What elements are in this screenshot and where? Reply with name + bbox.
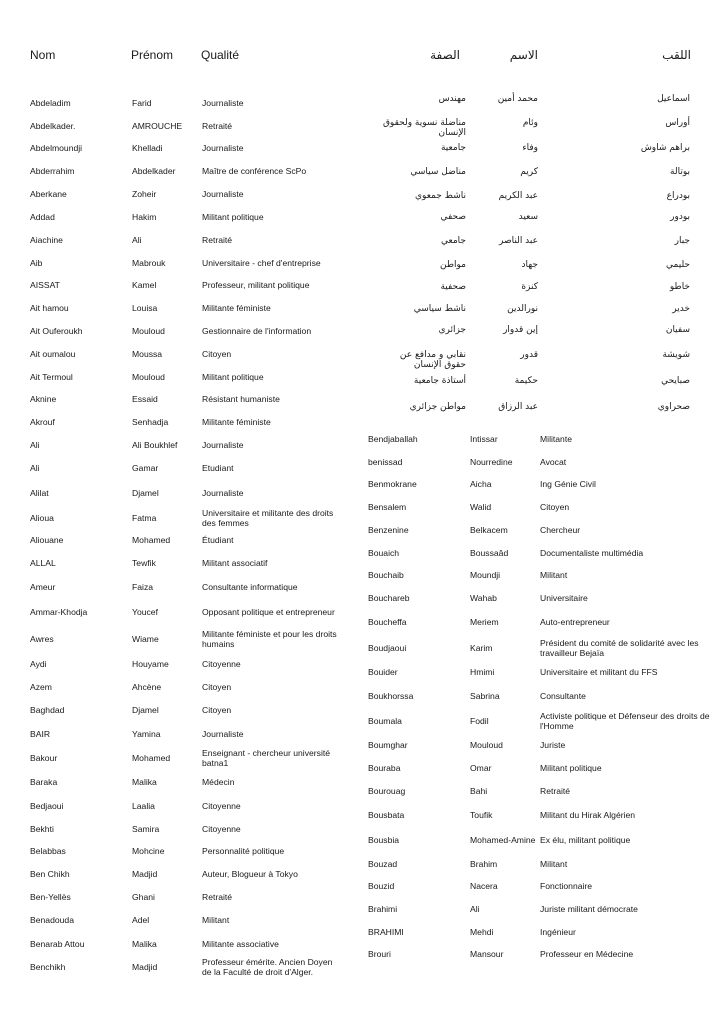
quality-cell: Retraité xyxy=(202,234,233,245)
table-row xyxy=(368,802,718,827)
quality-cell: Maître de conférence ScPo xyxy=(202,165,307,176)
ar-laqab-cell: خاطو xyxy=(669,282,690,292)
ar-sifa-cell: جامعية xyxy=(440,143,466,153)
quality-cell: Résistant humaniste xyxy=(202,394,280,404)
table-row xyxy=(368,609,718,635)
firstname-cell: Samira xyxy=(132,823,160,834)
surname-cell: Benzenine xyxy=(368,524,409,535)
firstname-cell: Karim xyxy=(470,642,493,653)
quality-cell: Militant xyxy=(540,858,568,869)
surname-cell: Benmokrane xyxy=(368,479,417,489)
table-row xyxy=(30,956,342,978)
table-row xyxy=(30,92,342,114)
firstname-cell: Zoheir xyxy=(132,188,157,199)
quality-cell: Militant politique xyxy=(540,762,602,773)
header-ar-laqab: اللقب xyxy=(662,48,691,62)
ar-ism-cell: نورالدين xyxy=(507,304,538,314)
quality-cell: Journaliste xyxy=(202,487,244,498)
surname-cell: Bouider xyxy=(368,666,398,677)
surname-cell: Bouzid xyxy=(368,881,395,891)
ar-laqab-cell: جبار xyxy=(674,236,690,246)
firstname-cell: Bahi xyxy=(470,785,488,796)
table-row xyxy=(30,931,342,956)
surname-cell: AISSAT xyxy=(30,280,60,290)
surname-cell: Benadouda xyxy=(30,914,74,925)
ar-sifa-cell: صحفي xyxy=(440,212,466,222)
surname-cell: Bourouag xyxy=(368,785,406,796)
quality-cell: Citoyen xyxy=(540,501,570,512)
table-row xyxy=(368,897,718,920)
firstname-cell: Tewfik xyxy=(132,557,156,568)
firstname-cell: Intissar xyxy=(470,433,498,444)
ar-laqab-cell: بوتالة xyxy=(670,167,690,177)
ar-laqab-cell: شويشة xyxy=(662,350,690,360)
quality-cell: Gestionnaire de l'information xyxy=(202,325,312,336)
quality-cell: Militante associative xyxy=(202,938,279,949)
surname-cell: Brouri xyxy=(368,949,391,959)
table-row xyxy=(30,433,342,456)
ar-laqab-cell: براهم شاوش xyxy=(640,143,690,153)
firstname-cell: Fatma xyxy=(132,512,157,523)
firstname-cell: Mohamed xyxy=(132,535,171,545)
ar-ism-cell: عبد الناصر xyxy=(499,236,538,246)
firstname-cell: Ali xyxy=(132,234,142,245)
firstname-cell: Louisa xyxy=(132,302,158,313)
table-row xyxy=(30,251,342,274)
table-row xyxy=(368,920,718,943)
ar-laqab-cell: خدير xyxy=(672,304,690,314)
table-row xyxy=(368,733,718,756)
surname-cell: Alioua xyxy=(30,512,54,523)
surname-cell: Boumghar xyxy=(368,739,408,750)
surname-cell: Boumala xyxy=(368,715,402,726)
surname-cell: Aydi xyxy=(30,658,47,669)
firstname-cell: Djamel xyxy=(132,704,159,715)
quality-cell: Militant xyxy=(540,570,568,580)
surname-cell: Abdelmoundji xyxy=(30,143,83,153)
ar-sifa-cell: مهندس xyxy=(438,94,466,104)
firstname-cell: Khelladi xyxy=(132,143,163,153)
firstname-cell: Mabrouk xyxy=(132,257,166,268)
table-row xyxy=(30,506,342,529)
firstname-cell: Adel xyxy=(132,914,150,925)
ar-ism-cell: إين قدوار xyxy=(503,325,538,335)
quality-cell: Juriste militant démocrate xyxy=(540,903,638,914)
quality-cell: Enseignant - chercheur université batna1 xyxy=(202,748,331,768)
firstname-cell: Abdelkader xyxy=(132,165,176,176)
firstname-cell: Belkacem xyxy=(470,524,508,535)
quality-cell: Journaliste xyxy=(202,188,244,199)
table-row xyxy=(30,456,342,479)
surname-cell: Boukhorssa xyxy=(368,690,414,701)
table-row xyxy=(30,388,342,410)
surname-cell: Ammar-Khodja xyxy=(30,607,88,617)
table-row xyxy=(368,564,718,586)
firstname-cell: Boussaâd xyxy=(470,547,509,558)
quality-cell: Militante féministe et pour les droits humains xyxy=(202,628,337,649)
surname-cell: Awres xyxy=(30,633,54,644)
surname-cell: Abdeladim xyxy=(30,98,71,108)
table-row xyxy=(30,114,342,137)
quality-cell: Etudiant xyxy=(202,462,234,473)
firstname-cell: Ahcène xyxy=(132,681,162,692)
firstname-cell: Mehdi xyxy=(470,926,494,937)
header-nom: Nom xyxy=(30,48,56,62)
surname-cell: Ali xyxy=(30,439,40,450)
surname-cell: Bedjaoui xyxy=(30,800,64,811)
table-row xyxy=(368,779,718,802)
quality-cell: Retraité xyxy=(540,785,571,796)
ar-sifa-cell: مناضل سياسي xyxy=(410,167,466,177)
table-row xyxy=(30,479,342,506)
quality-cell: Militant politique xyxy=(202,211,264,222)
ar-ism-cell: قدور xyxy=(520,350,538,360)
quality-cell: Activiste politique et Défenseur des droits de l'Homme xyxy=(540,710,710,731)
table-row xyxy=(368,708,718,733)
quality-cell: Professeur, militant politique xyxy=(202,280,310,290)
table-row xyxy=(30,908,342,931)
firstname-cell: Aicha xyxy=(470,479,492,489)
surname-cell: BRAHIMI xyxy=(368,926,404,937)
quality-cell: Militant politique xyxy=(202,371,264,382)
table-row xyxy=(30,721,342,746)
firstname-cell: Moundji xyxy=(470,570,501,580)
table-row xyxy=(368,635,718,660)
table-row xyxy=(30,675,342,698)
table-row xyxy=(30,296,342,319)
table-row xyxy=(368,473,718,495)
surname-cell: Ait Ouferoukh xyxy=(30,325,83,336)
quality-cell: Citoyenne xyxy=(202,800,241,811)
ar-sifa-cell: صحفية xyxy=(440,282,466,292)
firstname-cell: Wahab xyxy=(470,592,497,603)
quality-cell: Personnalité politique xyxy=(202,846,285,856)
quality-cell: Citoyen xyxy=(202,704,232,715)
ar-laqab-cell: حليمي xyxy=(666,260,690,270)
quality-cell: Fonctionnaire xyxy=(540,881,593,891)
firstname-cell: Hmimi xyxy=(470,666,495,677)
ar-laqab-cell: سفيان xyxy=(665,325,690,335)
quality-cell: Professeur en Médecine xyxy=(540,949,634,959)
quality-cell: Militant associatif xyxy=(202,557,268,568)
quality-cell: Avocat xyxy=(540,456,567,467)
surname-cell: Bouraba xyxy=(368,762,401,773)
quality-cell: Consultante informatique xyxy=(202,581,298,592)
firstname-cell: Madjid xyxy=(132,962,158,972)
surname-cell: Ali xyxy=(30,462,40,473)
ar-ism-cell: جهاد xyxy=(521,260,538,270)
ar-ism-cell: كنزة xyxy=(521,282,538,292)
ar-sifa-cell: جزائري xyxy=(438,325,466,335)
ar-laqab-cell: اسماعيل xyxy=(657,94,690,104)
firstname-cell: Walid xyxy=(470,501,492,512)
quality-cell: Militant du Hirak Algérien xyxy=(540,809,636,820)
surname-cell: Bouaich xyxy=(368,547,400,558)
firstname-cell: Meriem xyxy=(470,617,499,627)
quality-cell: Citoyenne xyxy=(202,658,241,669)
table-row xyxy=(368,450,718,473)
surname-cell: Addad xyxy=(30,211,55,222)
table-row xyxy=(30,574,342,599)
firstname-cell: Mouloud xyxy=(132,325,165,336)
table-row xyxy=(368,875,718,897)
surname-cell: Bousbata xyxy=(368,809,405,820)
ar-sifa-cell: جامعي xyxy=(441,236,466,246)
quality-cell: Juriste xyxy=(540,739,566,750)
table-row xyxy=(368,852,718,875)
ar-sifa-cell: أستاذة جامعية xyxy=(413,376,466,386)
surname-cell: Benchikh xyxy=(30,962,66,972)
quality-cell: Ing Génie Civil xyxy=(540,479,596,489)
table-row xyxy=(30,182,342,205)
firstname-cell: Ali Boukhlef xyxy=(132,439,178,450)
surname-cell: Aiachine xyxy=(30,234,63,245)
quality-cell: Ex élu, militant politique xyxy=(540,834,631,845)
table-row xyxy=(368,518,718,541)
ar-ism-cell: عبد الرزاق xyxy=(498,402,538,412)
quality-cell: Universitaire xyxy=(540,592,588,603)
firstname-cell: Nourredine xyxy=(470,456,513,467)
quality-cell: Universitaire et militante des droits des femmes xyxy=(202,507,334,528)
ar-laqab-cell: صحراوي xyxy=(657,402,690,412)
firstname-cell: Yamina xyxy=(132,728,161,739)
surname-cell: Bouchaib xyxy=(368,570,404,580)
table-row xyxy=(30,840,342,862)
quality-cell: Journaliste xyxy=(202,439,244,450)
ar-sifa-cell: ناشط سياسي xyxy=(413,304,466,314)
ar-sifa-cell: مناضلة نسوية ولحقوق الإنسان xyxy=(382,118,466,138)
table-row xyxy=(368,427,718,450)
surname-cell: Belabbas xyxy=(30,846,66,856)
surname-cell: Ait oumalou xyxy=(30,348,76,359)
ar-ism-cell: وفاء xyxy=(522,143,538,153)
firstname-cell: Moussa xyxy=(132,348,163,359)
surname-cell: Bendjaballah xyxy=(368,433,418,444)
surname-cell: Baghdad xyxy=(30,704,65,715)
quality-cell: Professeur émérite. Ancien Doyen de la Faculté de droit d'Alger. xyxy=(202,957,333,977)
surname-cell: Aberkane xyxy=(30,188,67,199)
firstname-cell: Brahim xyxy=(470,858,498,869)
ar-sifa-cell: مواطن جزائري xyxy=(409,402,466,412)
table-row xyxy=(30,599,342,625)
surname-cell: Boucheffa xyxy=(368,617,407,627)
quality-cell: Président du comité de solidarité avec les travailleur Bejaïa xyxy=(540,637,699,658)
ar-sifa-cell: مواطن xyxy=(440,260,466,270)
quality-cell: Consultante xyxy=(540,690,586,701)
quality-cell: Militant xyxy=(202,914,230,925)
firstname-cell: Faiza xyxy=(132,581,154,592)
quality-cell: Auto-entrepreneur xyxy=(540,617,610,627)
quality-cell: Universitaire - chef d'entreprise xyxy=(202,257,321,268)
quality-cell: Ingénieur xyxy=(540,926,576,937)
firstname-cell: Wiame xyxy=(132,633,159,644)
quality-cell: Chercheur xyxy=(540,524,581,535)
table-row xyxy=(30,274,342,296)
quality-cell: Retraité xyxy=(202,891,233,902)
table-row xyxy=(30,410,342,433)
firstname-cell: AMROUCHE xyxy=(132,120,183,131)
ar-ism-cell: سعيد xyxy=(518,212,538,222)
quality-cell: Retraité xyxy=(202,120,233,131)
table-row xyxy=(30,625,342,652)
firstname-cell: Mansour xyxy=(470,949,504,959)
firstname-cell: Madjid xyxy=(132,868,158,879)
firstname-cell: Ali xyxy=(470,903,480,914)
table-row xyxy=(30,529,342,551)
surname-cell: Aknine xyxy=(30,394,57,404)
ar-laqab-cell: بودراع xyxy=(666,191,690,201)
table-row xyxy=(30,319,342,342)
surname-cell: BAIR xyxy=(30,728,51,739)
table-row xyxy=(368,756,718,779)
quality-cell: Étudiant xyxy=(202,535,234,545)
table-row xyxy=(30,746,342,770)
firstname-cell: Mohamed-Amine xyxy=(470,834,536,845)
surname-cell: Alilat xyxy=(30,487,49,498)
table-row xyxy=(30,862,342,885)
header-ar-sifa: الصفة xyxy=(430,48,460,62)
surname-cell: Bouchareb xyxy=(368,592,410,603)
firstname-cell: Hakim xyxy=(132,211,157,222)
ar-laqab-cell: بودور xyxy=(670,212,690,222)
surname-cell: Abdelkader. xyxy=(30,120,76,131)
quality-cell: Citoyenne xyxy=(202,823,241,834)
table-row xyxy=(30,770,342,794)
table-row xyxy=(30,698,342,721)
surname-cell: Baraka xyxy=(30,777,58,787)
firstname-cell: Fodil xyxy=(470,715,489,726)
header-qualite: Qualité xyxy=(201,48,240,62)
table-row xyxy=(368,943,718,965)
quality-cell: Militante féministe xyxy=(202,302,271,313)
table-row xyxy=(30,159,342,182)
surname-cell: Boudjaoui xyxy=(368,642,407,653)
table-row xyxy=(368,683,718,708)
surname-cell: Bouzad xyxy=(368,858,398,869)
firstname-cell: Nacera xyxy=(470,881,498,891)
firstname-cell: Gamar xyxy=(132,462,159,473)
ar-ism-cell: حكيمة xyxy=(514,376,538,386)
quality-cell: Journaliste xyxy=(202,143,244,153)
table-row xyxy=(30,205,342,228)
quality-cell: Journaliste xyxy=(202,728,244,739)
surname-cell: Ameur xyxy=(30,581,56,592)
firstname-cell: Houyame xyxy=(132,658,169,669)
quality-cell: Opposant politique et entrepreneur xyxy=(202,607,335,617)
table-row xyxy=(30,342,342,365)
surname-cell: Bakour xyxy=(30,753,58,763)
surname-cell: benissad xyxy=(368,456,403,467)
table-row xyxy=(30,365,342,388)
firstname-cell: Toufik xyxy=(470,809,493,820)
ar-ism-cell: عبد الكريم xyxy=(498,191,538,201)
surname-cell: Abderrahim xyxy=(30,165,75,176)
quality-cell: Médecin xyxy=(202,777,235,787)
table-row xyxy=(368,586,718,609)
firstname-cell: Senhadja xyxy=(132,416,169,427)
firstname-cell: Djamel xyxy=(132,487,159,498)
table-row xyxy=(30,652,342,675)
ar-ism-cell: محمد أمين xyxy=(497,94,538,104)
table-row xyxy=(30,885,342,908)
header-prenom: Prénom xyxy=(131,48,174,62)
surname-cell: Ait hamou xyxy=(30,302,69,313)
table-row xyxy=(368,827,718,852)
firstname-cell: Essaid xyxy=(132,394,158,404)
quality-cell: Citoyen xyxy=(202,348,232,359)
ar-sifa-cell: نقابي و مدافع عن حقوق الإنسان xyxy=(399,350,466,370)
table-row xyxy=(30,817,342,840)
firstname-cell: Kamel xyxy=(132,280,157,290)
firstname-cell: Farid xyxy=(132,98,152,108)
quality-cell: Militante xyxy=(540,433,572,444)
surname-cell: Akrouf xyxy=(30,416,55,427)
table-row xyxy=(30,551,342,574)
surname-cell: Brahimi xyxy=(368,903,398,914)
surname-cell: Bensalem xyxy=(368,501,407,512)
surname-cell: Azem xyxy=(30,681,52,692)
ar-ism-cell: كريم xyxy=(520,167,538,177)
table-row xyxy=(368,660,718,683)
table-row xyxy=(30,228,342,251)
firstname-cell: Mouloud xyxy=(132,371,165,382)
ar-laqab-cell: أوراس xyxy=(665,118,690,128)
surname-cell: ALLAL xyxy=(30,557,56,568)
firstname-cell: Youcef xyxy=(132,607,158,617)
quality-cell: Militante féministe xyxy=(202,416,271,427)
surname-cell: Aliouane xyxy=(30,535,64,545)
firstname-cell: Mohamed xyxy=(132,753,171,763)
surname-cell: Ben-Yellès xyxy=(30,891,71,902)
quality-cell: Auteur, Blogueur à Tokyo xyxy=(202,868,298,879)
table-row xyxy=(368,495,718,518)
table-row xyxy=(368,541,718,564)
surname-cell: Ait Termoul xyxy=(30,371,73,382)
ar-laqab-cell: صبايحي xyxy=(661,376,690,386)
surname-cell: Benarab Attou xyxy=(30,938,85,949)
firstname-cell: Mohcine xyxy=(132,846,165,856)
table-row xyxy=(30,794,342,817)
table-row xyxy=(30,137,342,159)
firstname-cell: Sabrina xyxy=(470,690,500,701)
ar-ism-cell: وئام xyxy=(522,118,538,128)
ar-sifa-cell: ناشط جمعوي xyxy=(415,191,466,201)
quality-cell: Citoyen xyxy=(202,681,232,692)
firstname-cell: Ghani xyxy=(132,891,155,902)
firstname-cell: Mouloud xyxy=(470,739,503,750)
quality-cell: Journaliste xyxy=(202,98,244,108)
quality-cell: Documentaliste multimédia xyxy=(540,547,644,558)
surname-cell: Bekhti xyxy=(30,823,54,834)
firstname-cell: Omar xyxy=(470,762,492,773)
firstname-cell: Laalia xyxy=(132,800,155,811)
firstname-cell: Malika xyxy=(132,777,157,787)
surname-cell: Aib xyxy=(30,257,43,268)
header-ar-ism: الاسم xyxy=(509,48,538,62)
quality-cell: Universitaire et militant du FFS xyxy=(540,666,658,677)
surname-cell: Bousbia xyxy=(368,834,400,845)
firstname-cell: Malika xyxy=(132,938,157,949)
surname-cell: Ben Chikh xyxy=(30,868,70,879)
